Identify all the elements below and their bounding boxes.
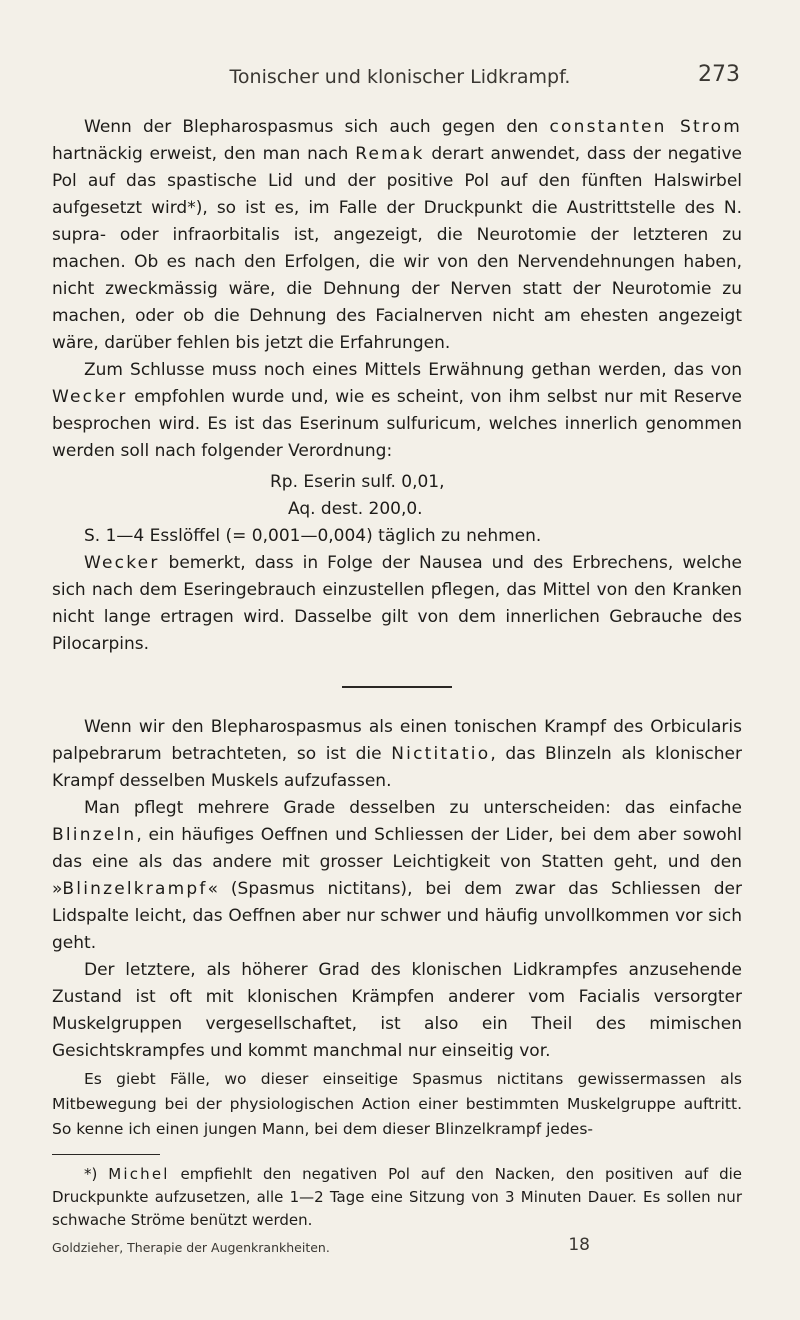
page-body bbox=[52, 114, 742, 1254]
text-run: hartnäckig erweist, den man nach bbox=[52, 144, 356, 164]
signature-text: Goldzieher, Therapie der Augenkrankheiten. bbox=[52, 1240, 330, 1255]
paragraph-small-print: Es giebt Fälle, wo dieser einseitige Spasmus nictitans gewissermassen als Mitbewegung bei der physiologischen Action einer bestimmten Muskelgruppe auftritt. So kenne ich einen jungen Mann, bei dem dieser Blinzelkrampf jedes- bbox=[52, 1070, 742, 1138]
text-run: derart anwendet, dass der negative Pol auf das spastische Lid und der positive Pol auf den fünften Halswirbel aufgesetzt wird*), so ist es, im Falle der Druckpunkt die Austrittstelle des N. supra- oder infraorbitalis ist, angezeigt, die Neurotomie der letzteren zu machen. Ob es nach den Erfolgen, die wir von den Nervendehnungen haben, nicht zweckmässig wäre, die Dehnung der Nerven statt der Neurotomie zu machen, oder ob die Dehnung des Facialnerven nicht am ehesten angezeigt wäre, darüber fehlen bis jetzt die Erfahrungen. bbox=[52, 144, 742, 353]
paragraph-eserin bbox=[52, 357, 742, 465]
text-run: , ein häufiges Oeffnen und Schliessen der Lider, bei dem aber sowohl das eine als das andere mit grosser Leichtigkeit von Statten geht, und den » bbox=[52, 825, 742, 899]
signature-line bbox=[52, 1234, 742, 1254]
text-run: empfiehlt den negativen Pol auf den Nacken, den positiven auf die Druckpunkte aufzusetzen, alle 1—2 Tage eine Sitzung von 3 Minuten Dauer. Es sollen nur schwache Ströme benützt werden. bbox=[52, 1165, 743, 1229]
paragraph-higher-grade: Der letztere, als höherer Grad des klonischen Lidkrampfes anzusehende Zustand ist oft mit klonischen Krämpfen anderer vom Facialis versorgter Muskelgruppen vergesellschaftet, ist also ein Theil des mimischen Gesichtskrampfes und kommt manchmal nur einseitig vor. bbox=[52, 960, 742, 1061]
paragraph-wecker bbox=[52, 550, 742, 658]
prescription-line-2: Aq. dest. 200,0. bbox=[288, 499, 423, 519]
text-run: , das Blinzeln als klonischer Krampf desselben Muskels aufzufassen. bbox=[52, 744, 742, 791]
footnote-rule bbox=[52, 1154, 160, 1155]
spaced-term: Blinzelkrampf bbox=[62, 879, 208, 899]
author-name: Remak bbox=[355, 144, 425, 164]
paragraph-constant-current bbox=[52, 114, 742, 357]
spaced-term: Nictitatio bbox=[391, 744, 491, 764]
prescription-line-3: S. 1—4 Esslöffel (= 0,001—0,004) täglich zu nehmen. bbox=[84, 526, 542, 546]
prescription bbox=[52, 469, 742, 550]
sheet-number: 18 bbox=[568, 1235, 590, 1255]
page-header bbox=[60, 62, 740, 92]
prescription-line-1: Rp. Eserin sulf. 0,01, bbox=[270, 472, 445, 492]
footnote-marker: *) bbox=[84, 1165, 109, 1183]
text-run: empfohlen wurde und, wie es scheint, von ihm selbst nur mit Reserve besprochen wird. Es ist das Eserinum sulfuricum, welches innerlich genommen werden soll nach folgender Verordnung: bbox=[52, 387, 742, 461]
running-title: Tonischer und klonischer Lidkrampf. bbox=[229, 66, 571, 88]
paragraph-grades bbox=[52, 795, 742, 957]
author-name: Wecker bbox=[52, 387, 128, 407]
text-run: Wenn der Blepharospasmus sich auch gegen den bbox=[84, 117, 550, 137]
text-run: bemerkt, dass in Folge der Nausea und des Erbrechens, welche sich nach dem Eseringebrauch einzustellen pflegen, das Mittel von den Kranken nicht lange ertragen wird. Dasselbe gilt von dem innerlichen Gebrauche des Pilocarpins. bbox=[52, 553, 742, 654]
author-name: Wecker bbox=[84, 553, 160, 573]
spaced-term: Blinzeln bbox=[52, 825, 137, 845]
spaced-term: constanten Strom bbox=[549, 117, 742, 137]
text-run: « (Spasmus nictitans), bei dem zwar das Schliessen der Lidspalte leicht, das Oeffnen aber nur schwer und häufig unvollkommen vor sich geht. bbox=[52, 879, 742, 953]
page-number: 273 bbox=[698, 62, 740, 87]
footnote bbox=[52, 1163, 742, 1232]
section-divider bbox=[342, 686, 452, 688]
text-run: Zum Schlusse muss noch eines Mittels Erwähnung gethan werden, das von bbox=[84, 360, 742, 380]
text-run: Wenn wir den Blepharospasmus als einen tonischen Krampf des Orbicularis palpebrarum betrachteten, so ist die bbox=[52, 717, 742, 764]
paragraph-nictitatio bbox=[52, 714, 742, 795]
text-run: Man pflegt mehrere Grade desselben zu unterscheiden: das einfache bbox=[84, 798, 742, 818]
author-name: Michel bbox=[108, 1165, 170, 1183]
